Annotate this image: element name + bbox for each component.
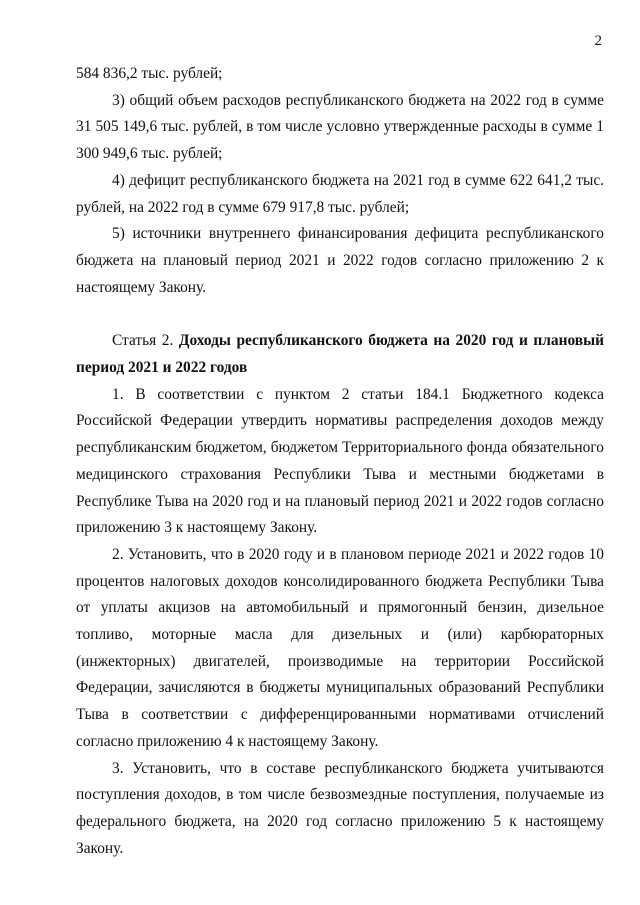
article-clause-1: 1. В соответствии с пунктом 2 статьи 184.1 Бюджетного кодекса Российской Федерации утвердить нормативы распределения доходов между республиканским бюджетом, бюджетом Территориального фонда обязательного медицинского страхования Республики Тыва и местными бюджетами в Республике Тыва на 2020 год и на плановый период 2021 и 2022 годов согласно приложению 3 к настоящему Закону. bbox=[76, 385, 604, 537]
page-number: 2 bbox=[594, 33, 602, 49]
article-clause-2: 2. Установить, что в 2020 году и в плановом периоде 2021 и 2022 годов 10 процентов налоговых доходов консолидированного бюджета Республики Тыва от уплаты акцизов на автомобильный и прямогонный бензин, дизельное топливо, моторные масла для дизельных и (или) карбюраторных (инжекторных) двигателей, производимые на территории Российской Федерации, зачисляются в бюджеты муниципальных образований Республики Тыва в соответствии с дифференцированными нормативами отчислений согласно приложению 4 к настоящему Закону. bbox=[76, 545, 604, 750]
document-body bbox=[76, 61, 604, 862]
paragraph-item-5: 5) источники внутреннего финансирования дефицита республиканского бюджета на плановый период 2021 и 2022 годов согласно приложению 2 к настоящему Закону. bbox=[76, 225, 604, 296]
article-title: Доходы республиканского бюджета на 2020 год и плановый период 2021 и 2022 годов bbox=[76, 332, 604, 377]
article-clause-3: 3. Установить, что в составе республиканского бюджета учитываются поступления доходов, в том числе безвозмездные поступления, получаемые из федерального бюджета, на 2020 год согласно приложению 5 к настоящему Закону. bbox=[76, 759, 604, 857]
paragraph-item-3: 3) общий объем расходов республиканского бюджета на 2022 год в сумме 31 505 149,6 тыс. рублей, в том числе условно утвержденные расходы в сумме 1 300 949,6 тыс. рублей; bbox=[76, 91, 604, 163]
article-heading bbox=[76, 328, 604, 381]
article-number: Статья 2. bbox=[112, 332, 179, 350]
paragraph-continuation: 584 836,2 тыс. рублей; bbox=[76, 65, 223, 82]
paragraph-item-4: 4) дефицит республиканского бюджета на 2021 год в сумме 622 641,2 тыс. рублей, на 2022 год в сумме 679 917,8 тыс. рублей; bbox=[76, 171, 604, 216]
